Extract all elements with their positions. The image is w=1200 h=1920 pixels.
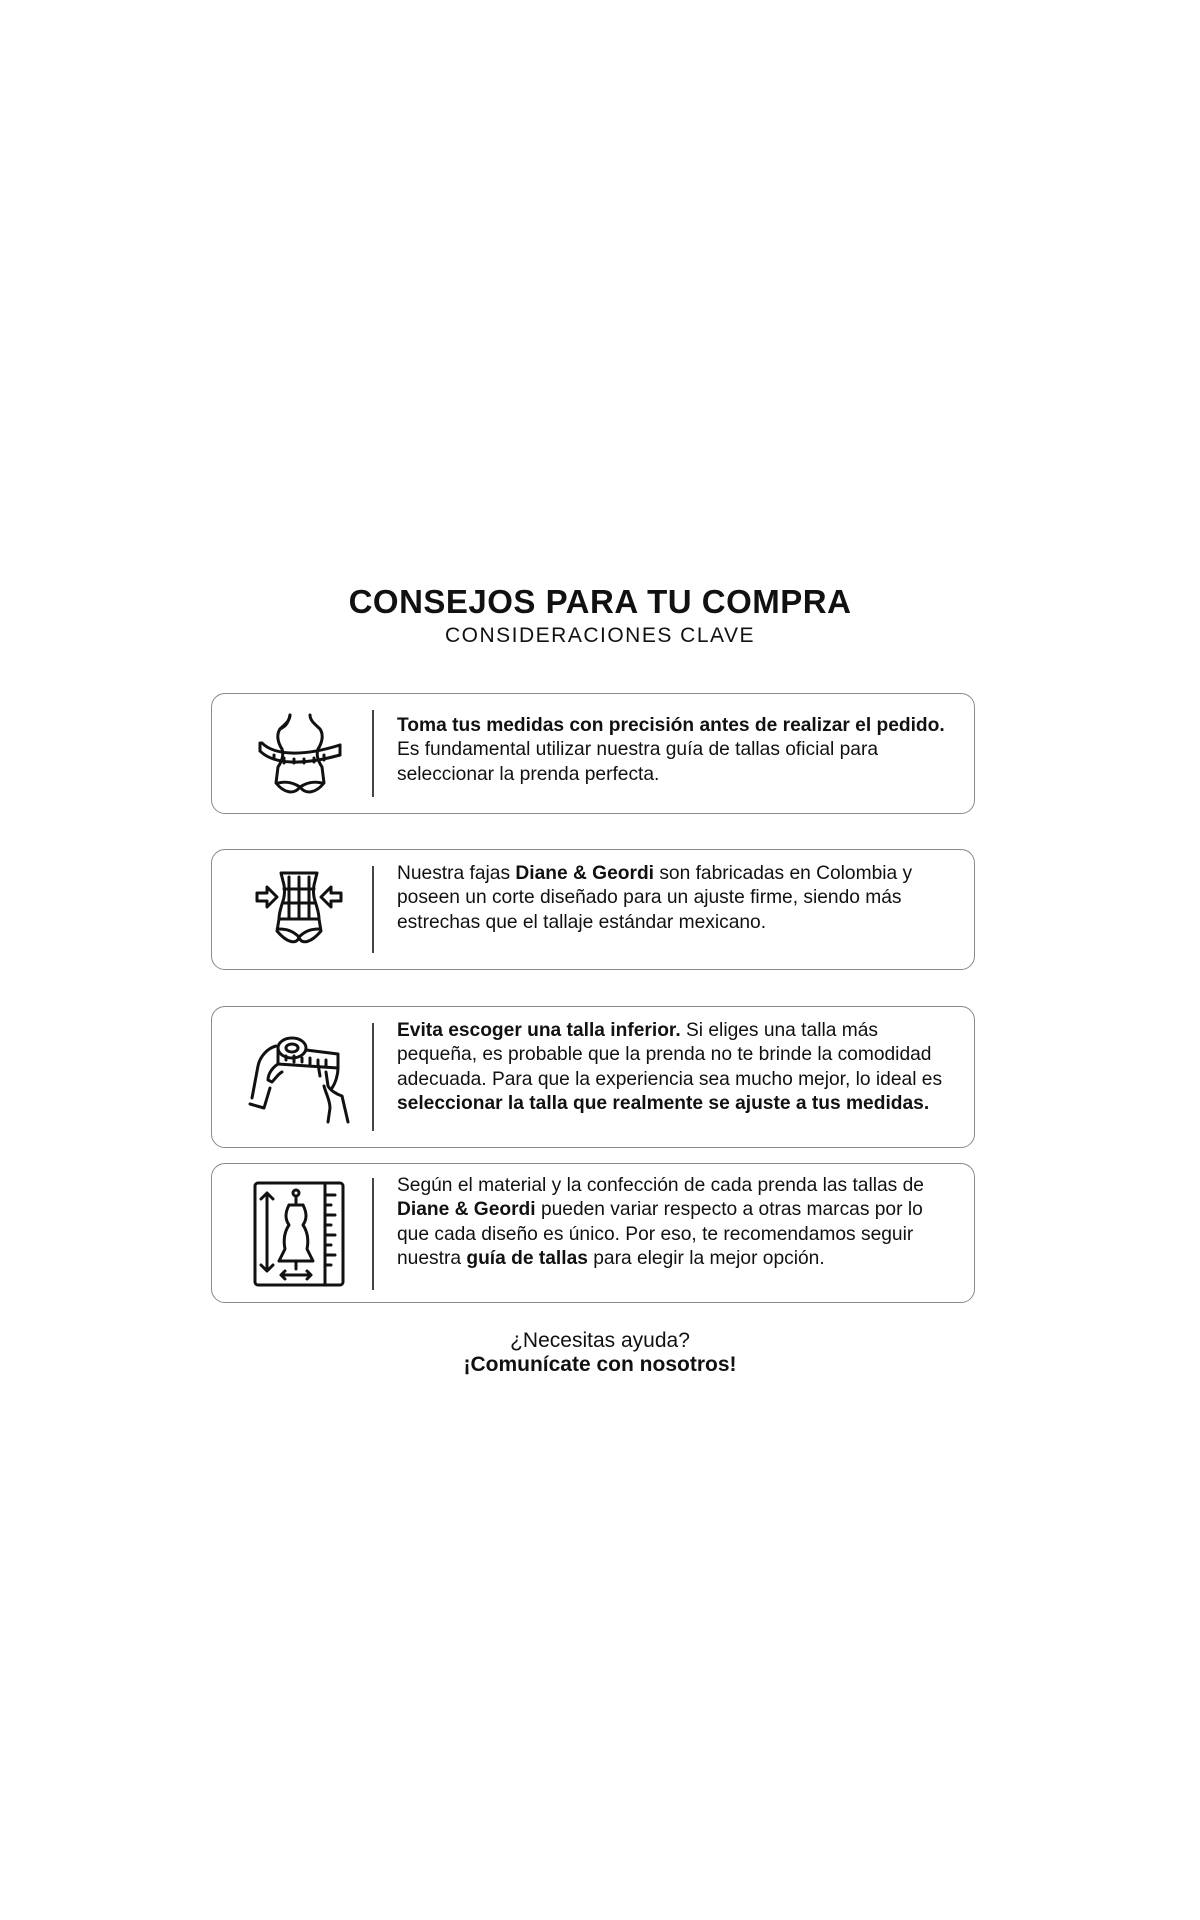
tip-card-measure [211,693,975,814]
tip-text-regular: son fabricadas en Colombia y poseen un corte diseñado para un ajuste firme, siendo más estrechas que el tallaje estándar mexicano. [397,863,913,933]
hands-measuring-tape-icon [234,1023,364,1133]
tip-text-regular: pueden variar respecto a otras marcas por lo que cada diseño es único. Por eso, te recomendamos seguir nuestra [397,1199,923,1270]
tip-divider [372,866,374,953]
page-title: CONSEJOS PARA TU COMPRA [348,583,852,620]
tip-text [397,1174,957,1272]
tip-text-bold: guía de tallas [466,1248,588,1270]
tip-text [397,862,957,935]
mannequin-size-chart-icon [234,1176,364,1292]
tip-text-bold: Diane & Geordi [397,1199,536,1221]
tip-text-bold: Evita escoger una talla inferior. [397,1020,681,1041]
tip-text [397,714,957,787]
tip-text-regular: Si eliges una talla más pequeña, es probable que la prenda no te brinde la comodidad adecuada. Para que la experiencia sea mucho mejor, lo ideal es [397,1020,943,1090]
tip-card-size-warning [211,1006,975,1148]
shapewear-compression-icon [234,860,364,960]
tip-text-regular: Es fundamental utilizar nuestra guía de tallas oficial para seleccionar la prenda perfecta. [397,739,879,785]
tip-card-colombian-fit [211,849,975,970]
tip-divider [372,710,374,797]
tip-card-brand-sizing [211,1163,975,1303]
tip-text-regular: Nuestra fajas [397,863,516,884]
tip-text-bold: seleccionar la talla que realmente se ajuste a tus medidas. [397,1093,930,1115]
tip-divider [372,1178,374,1290]
tip-text-bold: Toma tus medidas con precisión antes de realizar el pedido. [397,715,945,736]
tip-divider [372,1023,374,1131]
body-measuring-tape-icon [234,706,364,803]
tip-text-regular: para elegir la mejor opción. [587,1248,825,1270]
tip-text-bold: Diane & Geordi [515,863,654,884]
page-subtitle: CONSIDERACIONES CLAVE [444,624,755,647]
tip-text [397,1019,957,1117]
tip-text-regular: Según el material y la confección de cada prenda las tallas de [397,1175,924,1196]
contact-us-link[interactable]: ¡Comunícate con nosotros! [463,1353,737,1376]
help-question: ¿Necesitas ayuda? [510,1329,690,1352]
